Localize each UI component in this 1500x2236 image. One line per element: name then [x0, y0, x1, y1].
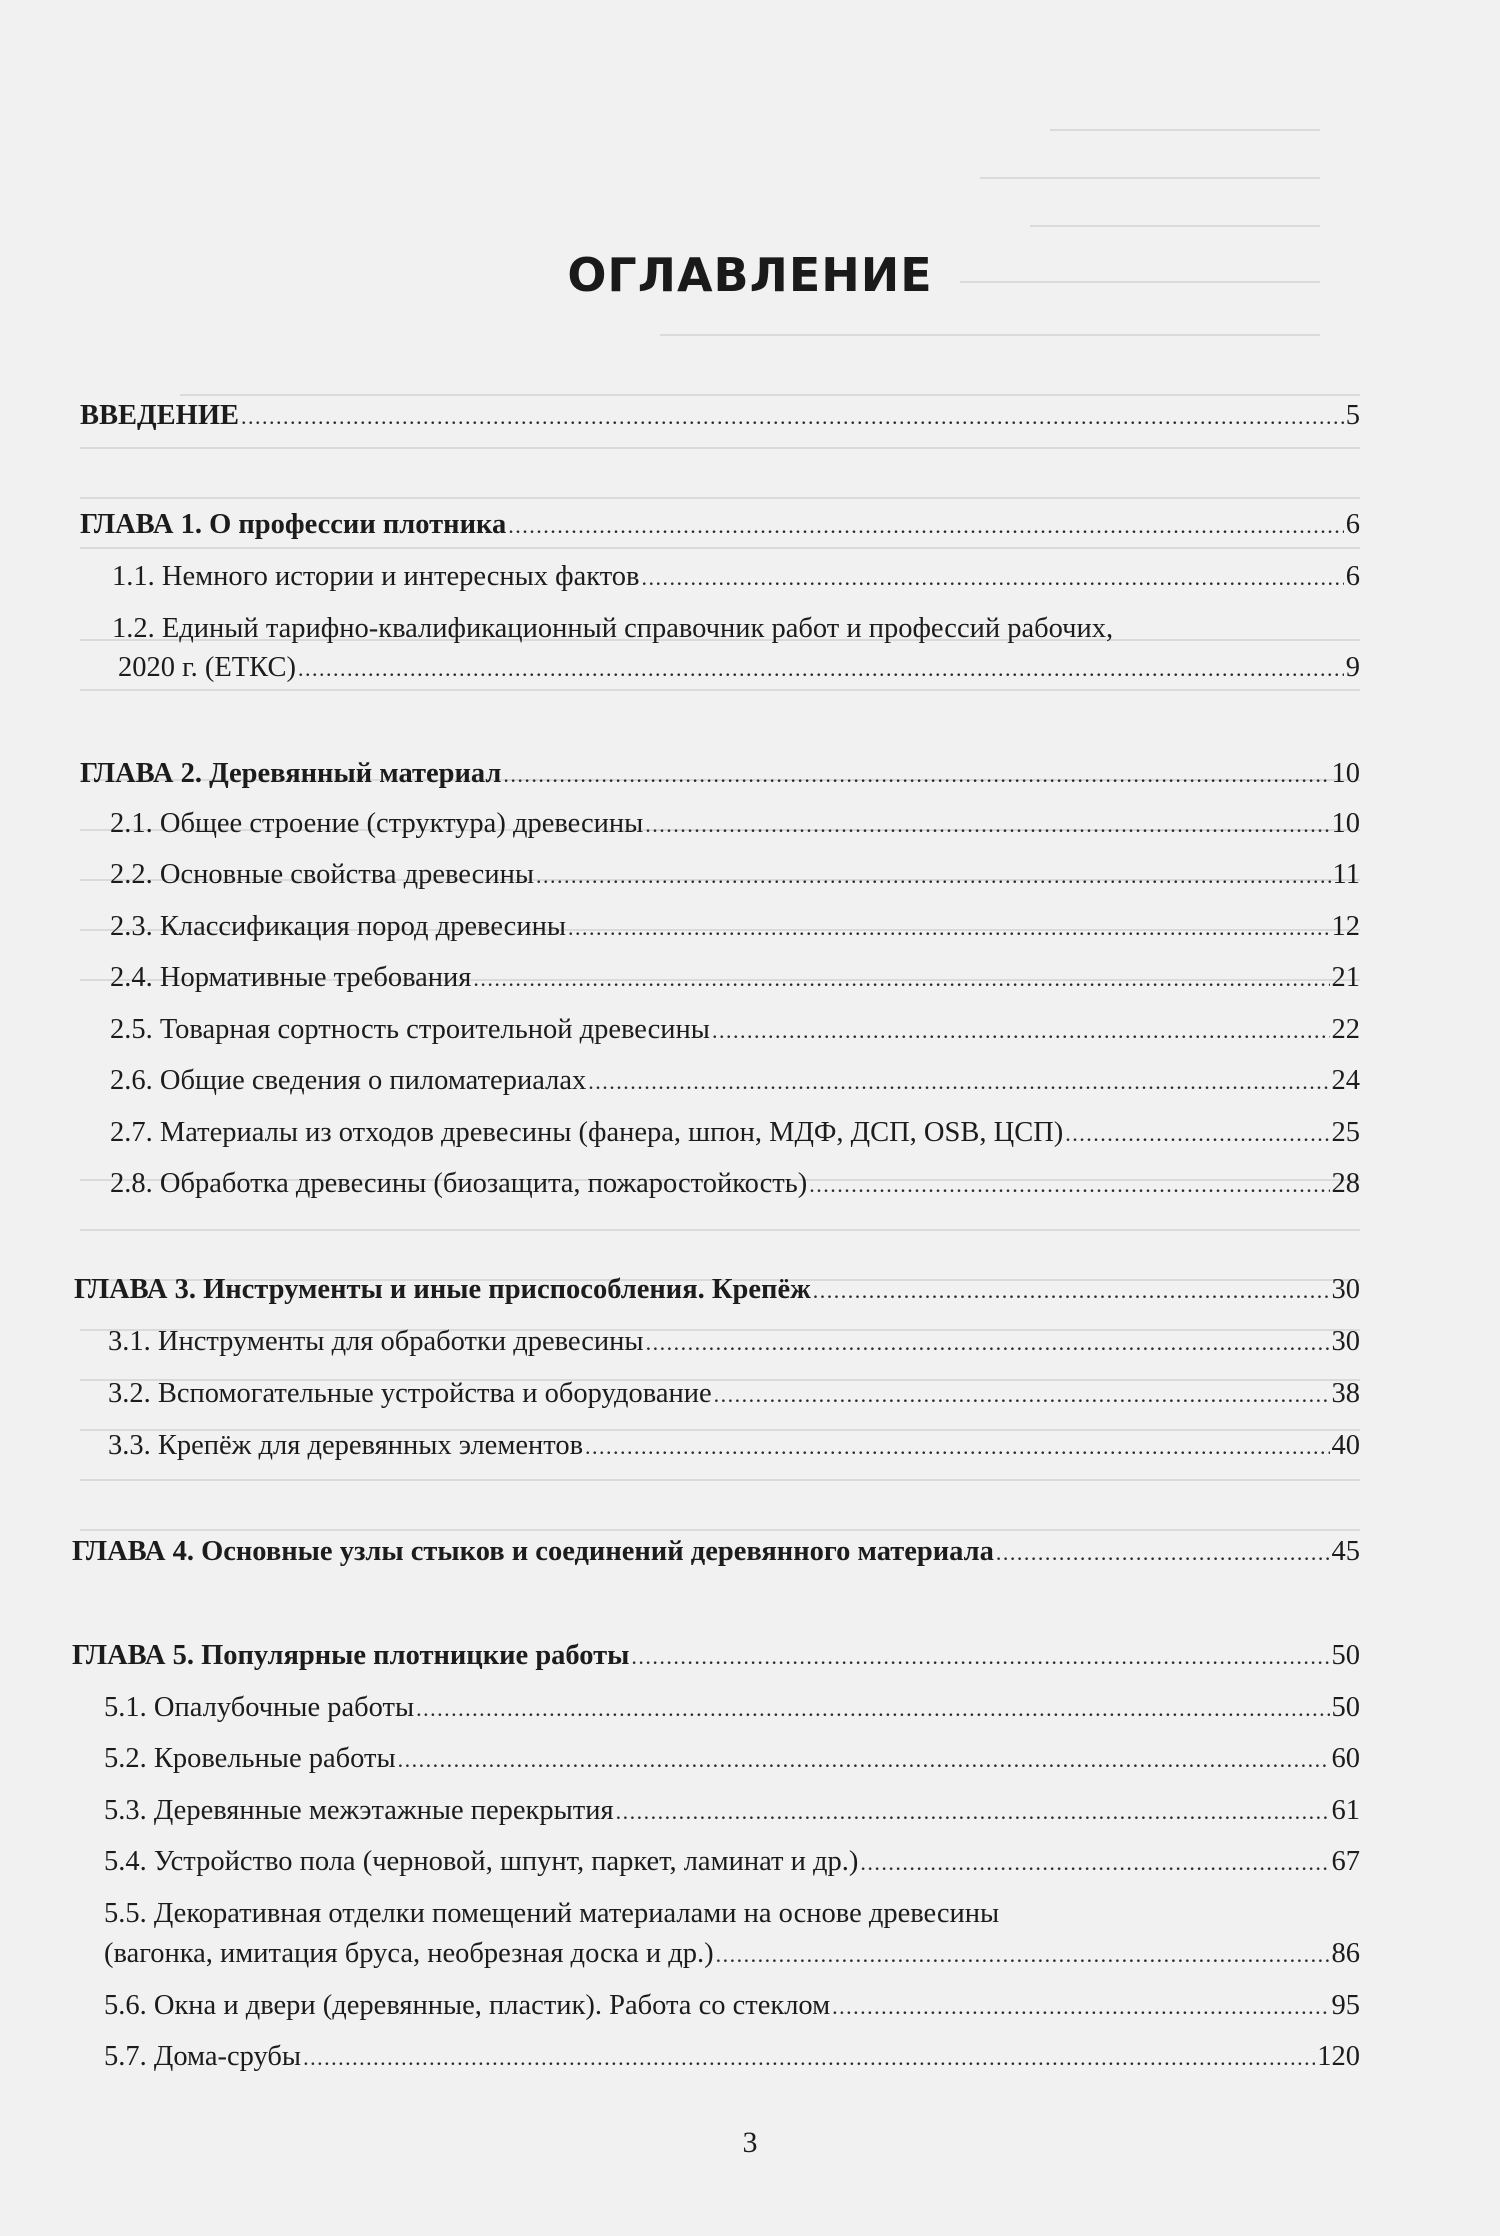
leader-dots	[398, 1742, 1330, 1778]
toc-entry-5-1	[104, 1690, 1360, 1727]
toc-entry-label: ВВЕДЕНИЕ	[80, 400, 239, 431]
leader-dots	[809, 1167, 1329, 1203]
toc-entry-page: 11	[1332, 859, 1360, 890]
toc-entry-label: ГЛАВА 4. Основные узлы стыков и соединений деревянного материала	[72, 1536, 994, 1567]
toc-entry-page: 120	[1317, 2041, 1360, 2072]
leader-dots	[645, 807, 1329, 843]
toc-entry-chapter-2	[80, 756, 1360, 793]
leader-dots	[860, 1845, 1329, 1881]
leader-dots	[473, 961, 1329, 997]
toc-entry-label: 5.3. Деревянные межэтажные перекрытия	[104, 1795, 614, 1826]
leader-dots	[996, 1535, 1330, 1571]
leader-dots	[298, 651, 1344, 687]
toc-entry-page: 12	[1331, 911, 1360, 942]
toc-entry-2-7	[110, 1115, 1360, 1152]
leader-dots	[241, 399, 1344, 435]
leader-dots	[642, 560, 1344, 596]
toc-entry-label: ГЛАВА 2. Деревянный материал	[80, 758, 502, 789]
toc-entry-label: 5.2. Кровельные работы	[104, 1743, 396, 1774]
toc-entry-label: 2.1. Общее строение (структура) древесины	[110, 808, 644, 839]
toc-entry-label: 5.7. Дома-срубы	[104, 2041, 302, 2072]
toc-entry-page: 61	[1331, 1795, 1360, 1826]
toc-entry-label: 2.4. Нормативные требования	[110, 962, 472, 993]
toc-entry-page: 28	[1331, 1168, 1360, 1199]
toc-entry-3-1	[108, 1324, 1360, 1361]
toc-entry-2-8	[110, 1166, 1360, 1203]
toc-entry-label: 2.2. Основные свойства древесины	[110, 859, 534, 890]
toc-entry-label: 3.3. Крепёж для деревянных элементов	[108, 1430, 584, 1461]
toc-entry-2-3	[110, 909, 1360, 946]
toc-entry-5-3	[104, 1793, 1360, 1830]
toc-entry-label: 2020 г. (ЕТКС)	[118, 652, 296, 683]
toc-entry-label: ГЛАВА 1. О профессии плотника	[80, 509, 507, 540]
toc-entry-page: 60	[1331, 1743, 1360, 1774]
leader-dots	[416, 1691, 1329, 1727]
toc-entry-1-2-line1: 1.2. Единый тарифно-квалификационный справочник работ и профессий рабочих,	[112, 613, 1114, 644]
toc-entry-page: 38	[1331, 1378, 1360, 1409]
toc-entry-label: 3.1. Инструменты для обработки древесины	[108, 1326, 644, 1357]
toc-entry-label: 3.2. Вспомогательные устройства и оборудование	[108, 1378, 712, 1409]
page-number: 3	[742, 2126, 758, 2159]
toc-entry-5-5-line1: 5.5. Декоративная отделки помещений материалами на основе древесины	[104, 1898, 1000, 1929]
toc-entry-label: 2.6. Общие сведения о пиломатериалах	[110, 1065, 587, 1096]
toc-entry-2-1	[110, 806, 1360, 843]
toc-entry-page: 50	[1331, 1640, 1360, 1671]
toc-entry-page: 50	[1331, 1692, 1360, 1723]
toc-entry-page: 24	[1331, 1065, 1360, 1096]
toc-entry-5-2	[104, 1741, 1360, 1778]
leader-dots	[503, 757, 1329, 793]
toc-entry-page: 67	[1331, 1846, 1360, 1877]
toc-entry-1-1	[112, 559, 1360, 596]
toc-entry-label: 5.1. Опалубочные работы	[104, 1692, 415, 1723]
toc-entry-page: 10	[1331, 758, 1360, 789]
toc-entry-page: 95	[1331, 1990, 1360, 2021]
toc-entry-1-2	[118, 650, 1360, 687]
toc-entry-2-2	[110, 857, 1360, 894]
leader-dots	[568, 910, 1330, 946]
toc-entry-2-6	[110, 1063, 1360, 1100]
toc-entry-5-5	[104, 1936, 1360, 1973]
leader-dots	[1065, 1116, 1329, 1152]
toc-entry-chapter-3	[74, 1272, 1360, 1309]
toc-entry-5-6	[104, 1988, 1360, 2025]
leader-dots	[536, 858, 1331, 894]
toc-entry-3-2	[108, 1376, 1360, 1413]
toc-entry-5-4	[104, 1844, 1360, 1881]
toc-entry-2-5	[110, 1012, 1360, 1049]
toc-entry-5-7	[104, 2039, 1360, 2076]
toc-entry-page: 6	[1345, 509, 1360, 540]
toc-entry-label: ГЛАВА 3. Инструменты и иные приспособления. Крепёж	[74, 1274, 811, 1305]
toc-entry-page: 6	[1345, 561, 1360, 592]
toc-entry-3-3	[108, 1428, 1360, 1465]
toc-entry-label: ГЛАВА 5. Популярные плотницкие работы	[72, 1640, 630, 1671]
toc-entry-page: 10	[1331, 808, 1360, 839]
toc-entry-label: 1.1. Немного истории и интересных фактов	[112, 561, 640, 592]
toc-entry-chapter-4	[72, 1534, 1360, 1571]
toc-entry-chapter-5	[72, 1638, 1360, 1675]
leader-dots	[303, 2040, 1315, 2076]
toc-entry-page: 40	[1331, 1430, 1360, 1461]
leader-dots	[616, 1794, 1330, 1830]
leader-dots	[712, 1013, 1330, 1049]
leader-dots	[716, 1937, 1330, 1973]
toc-entry-label: 2.7. Материалы из отходов древесины (фанера, шпон, МДФ, ДСП, OSB, ЦСП)	[110, 1117, 1064, 1148]
leader-dots	[832, 1989, 1329, 2025]
toc-entry-page: 86	[1331, 1938, 1360, 1969]
page-title: ОГЛАВЛЕНИЕ	[567, 248, 933, 302]
leader-dots	[813, 1273, 1330, 1309]
toc-entry-page: 45	[1331, 1536, 1360, 1567]
leader-dots	[714, 1377, 1330, 1413]
leader-dots	[631, 1639, 1329, 1675]
toc-entry-label: 5.4. Устройство пола (черновой, шпунт, паркет, ламинат и др.)	[104, 1846, 859, 1877]
toc-entry-page: 9	[1345, 652, 1360, 683]
toc-entry-label: (вагонка, имитация бруса, необрезная доска и др.)	[104, 1938, 714, 1969]
leader-dots	[585, 1429, 1329, 1465]
toc-entry-introduction	[80, 398, 1360, 435]
leader-dots	[508, 508, 1344, 544]
toc-entry-page: 22	[1331, 1014, 1360, 1045]
toc-entry-page: 25	[1331, 1117, 1360, 1148]
toc-entry-page: 5	[1345, 400, 1360, 431]
toc-entry-page: 21	[1331, 962, 1360, 993]
toc-entry-page: 30	[1331, 1274, 1360, 1305]
toc-entry-chapter-1	[80, 507, 1360, 544]
toc-entry-label: 2.3. Классификация пород древесины	[110, 911, 566, 942]
leader-dots	[588, 1064, 1329, 1100]
toc-entry-label: 2.8. Обработка древесины (биозащита, пожаростойкость)	[110, 1168, 808, 1199]
toc-entry-label: 2.5. Товарная сортность строительной древесины	[110, 1014, 710, 1045]
leader-dots	[646, 1325, 1330, 1361]
toc-entry-2-4	[110, 960, 1360, 997]
toc-entry-page: 30	[1331, 1326, 1360, 1357]
toc-entry-label: 5.6. Окна и двери (деревянные, пластик). Работа со стеклом	[104, 1990, 831, 2021]
